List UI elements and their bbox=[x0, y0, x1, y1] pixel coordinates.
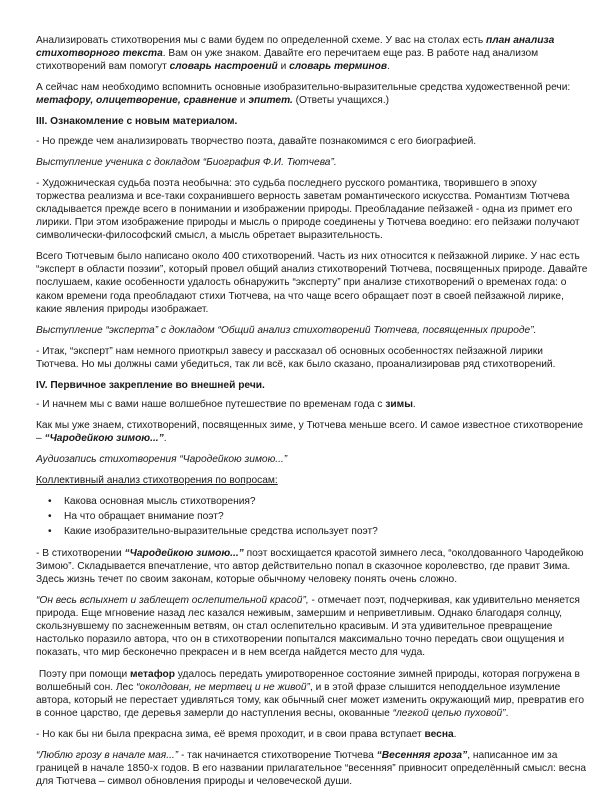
paragraph-expressive-means: А сейчас нам необходимо вспомнить основные изобразительно-выразительные средства художественной речи: метафору, олицетворение, сравнение и эпитет. (Ответы учащихся.) bbox=[36, 82, 571, 107]
document-page bbox=[36, 34, 588, 796]
paragraph-winter-start: - И начнем мы с вами наше волшебное путешествие по временам года с зимы. bbox=[36, 399, 416, 411]
paragraph-winter-poem-intro: Как мы уже знаем, стихотворений, посвященных зиме, у Тютчева меньше всего. И самое известное стихотворение – “Чародейкою зимою...”. bbox=[36, 420, 584, 445]
plan-term: план анализа стихотворного текста bbox=[36, 35, 555, 60]
paragraph-audio-recording: Аудиозапись стихотворения “Чародейкою зимою...” bbox=[36, 454, 288, 466]
paragraph-expert-summary: - Итак, “эксперт” нам немного приоткрыл завесу и рассказал об основных особенностях пейзажной лирики Тютчева. Но мы должны сами убедиться, так ли всё, как было сказано, проанализировав ряд стихотворений. bbox=[36, 345, 556, 370]
question-list bbox=[36, 495, 588, 538]
paragraph-winter-forest: - В стихотворении “Чародейкою зимою...” поэт восхищается красотой зимнего леса, “околдованного Чародейкою Зимою”. Складывается впечатление, что автор действительно попал в сказочное королевство, где правит Зима. Здесь жизнь течет по своим законам, которые обычному человеку понять очень сложно. bbox=[36, 547, 584, 585]
paragraph-metaphors: Поэту при помощи метафор удалось передать умиротворенное состояние зимней природы, которая погружена в волшебный сон. Лес “околдован, не мертвец и не живой”, и в этой фразе слышится неподдельное изумление автора, который не перестает удивляться тому, как обычный снег может изменить окружающий мир, превратив его в сонное царство, где деревья замерли до наступления весны, окованные “легкой цепью пуховой”. bbox=[36, 668, 585, 719]
list-item: • На что обращает внимание поэт? bbox=[64, 510, 588, 523]
paragraph-biography-intro: - Но прежде чем анализировать творчество поэта, давайте познакомимся с его биографией. bbox=[36, 135, 477, 147]
paragraph-spring-storm: “Люблю грозу в начале мая...” - так начинается стихотворение Тютчева “Весенняя гроза”, написанное им за границей в начале 1850-х годов. В его названии прилагательное “весенняя” привносит определённый смысл: весна для Тютчева – символ обновления природы и человеческой души. bbox=[36, 750, 587, 788]
mood-dictionary-term: словарь настроений bbox=[169, 61, 278, 73]
paragraph-expert-report: Выступление “эксперта” с докладом “Общий анализ стихотворений Тютчева, посвященных природе”. bbox=[36, 324, 537, 336]
paragraph-spring-start: - Но как бы ни была прекрасна зима, её время проходит, и в свои права вступает весна. bbox=[36, 728, 457, 740]
paragraph-plan-intro: Анализировать стихотворения мы с вами будем по определенной схеме. У вас на столах есть план анализа стихотворного текста. Вам он уже знаком. Давайте его перечитаем еще раз. В работе над анализом стихотворений вам помогут словарь настроений и словарь терминов. bbox=[36, 35, 555, 73]
paragraph-forest-transformation: “Он весь вспыхнет и заблещет ослепительной красой”, - отмечает поэт, подчеркивая, как удивительно меняется природа. Еще мгновение назад лес казался неживым, замершим и неприветливым. Однако благодаря солнцу, скользнувшему по заснеженным ветвям, он стал ослепительно красивым. И эта удивительное превращение настолько поразило автора, что он в стихотворении попытался максимально точно передать свои ощущения и показать, что мир бесконечно прекрасен и в нем всегда найдется место для чуда. bbox=[36, 595, 580, 659]
section-heading-consolidation: IV. Первичное закрепление во внешней речи. bbox=[36, 379, 265, 391]
terms-dictionary-term: словарь терминов bbox=[289, 61, 387, 73]
section-heading-new-material: III. Ознакомление с новым материалом. bbox=[36, 116, 238, 128]
paragraph-artistic-fate: - Художническая судьба поэта необычна: это судьба последнего русского романтика, творившего в эпоху торжества реализма и все-таки сохранившего верность заветам романтического искусства. Романтизм Тютчева складывается прежде всего в понимании и изображении природы. Преобладание пейзажей - одна из примет его лирики. При этом изображение природы и мысль о природе соединены у Тютчева воедино: его пейзажи получают символически-философский смысл, а мысль обретает выразительность. bbox=[36, 177, 580, 242]
paragraph-expert-intro: Всего Тютчевым было написано около 400 стихотворений. Часть из них относится к пейзажной лирике. У нас есть “эксперт в области поэзии”, который провел общий анализ стихотворений Тютчева, посвященных природе. Давайте послушаем, какие особенности удалость обнаружить “эксперту” при анализе стихотворений о временах года: о каком времени года преобладают стихи Тютчева, на что чаще всего обращает поэт в своей пейзажной лирике, какие явления природы изображает. bbox=[36, 251, 588, 315]
list-item: • Какова основная мысль стихотворения? bbox=[64, 495, 588, 508]
paragraph-student-report: Выступление ученика с докладом “Биография Ф.И. Тютчева”. bbox=[36, 156, 337, 168]
list-item: • Какие изобразительно-выразительные средства использует поэт? bbox=[64, 525, 588, 538]
paragraph-collective-analysis: Коллективный анализ стихотворения по вопросам: bbox=[36, 475, 278, 487]
